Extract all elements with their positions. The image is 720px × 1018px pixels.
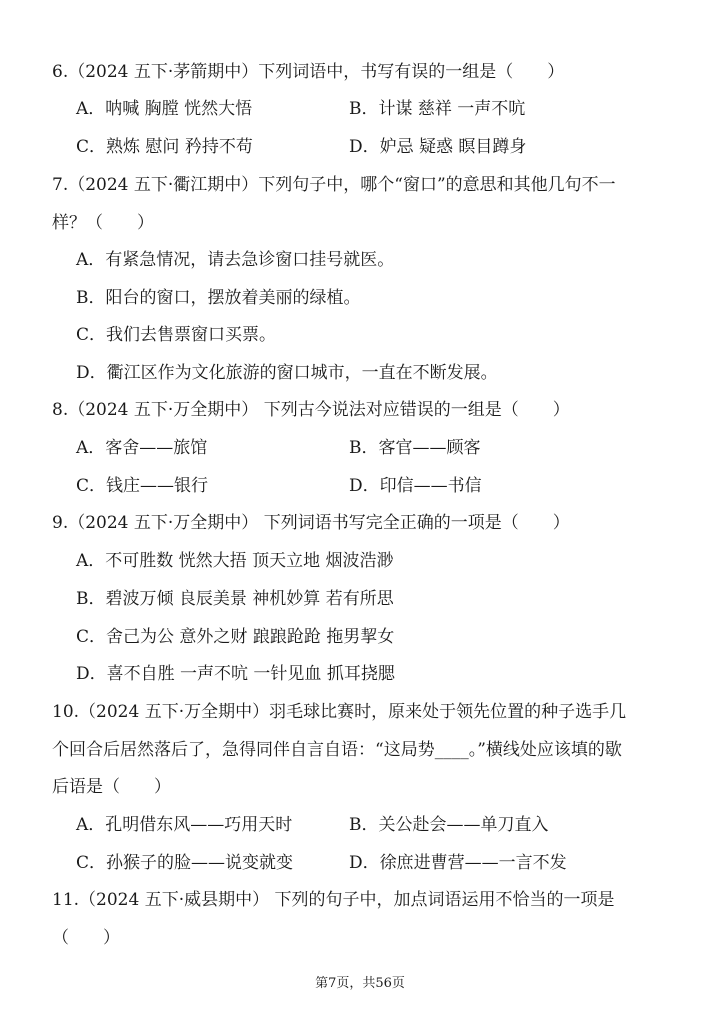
question-7-option-d: D．衢江区作为文化旅游的窗口城市，一直在不断发展。 bbox=[76, 363, 498, 383]
question-10-stem-line3: 后语是（ ） bbox=[52, 777, 171, 797]
question-10-option-a: A．孔明借东风——巧用天时 bbox=[76, 815, 293, 835]
question-10-option-c: C．孙猴子的脸——说变就变 bbox=[76, 853, 294, 873]
question-10-option-b: B．关公赴会——单刀直入 bbox=[349, 815, 549, 835]
question-6-option-a: A．呐喊 胸膛 恍然大悟 bbox=[76, 99, 253, 119]
question-7-stem-line1: 7.（2024 五下·衢江期中）下列句子中，哪个“窗口”的意思和其他几句不一 bbox=[52, 175, 616, 195]
question-8-option-a: A．客舍——旅馆 bbox=[76, 438, 208, 458]
question-6-option-b: B．计谋 慈祥 一声不吭 bbox=[349, 99, 526, 119]
question-8-option-c: C．钱庄——银行 bbox=[76, 476, 209, 496]
question-11-stem-line2: （ ） bbox=[52, 928, 120, 948]
question-6-option-d: D．妒忌 疑惑 瞑目蹲身 bbox=[349, 137, 527, 157]
question-10-stem-line2: 个回合后居然落后了，急得同伴自言自语：“这局势____。”横线处应该填的歇 bbox=[52, 740, 622, 760]
question-7-option-a: A．有紧急情况，请去急诊窗口挂号就医。 bbox=[76, 250, 395, 270]
question-10-stem-line1: 10.（2024 五下·万全期中）羽毛球比赛时，原来处于领先位置的种子选手几 bbox=[52, 702, 627, 722]
question-8-option-b: B．客官——顾客 bbox=[349, 438, 481, 458]
question-8-option-d: D．印信——书信 bbox=[349, 476, 482, 496]
question-9-option-d: D．喜不自胜 一声不吭 一针见血 抓耳挠腮 bbox=[76, 664, 395, 684]
page-number-footer: 第7页，共56页 bbox=[315, 976, 405, 991]
question-7-option-b: B．阳台的窗口，摆放着美丽的绿植。 bbox=[76, 288, 361, 308]
question-9-stem: 9.（2024 五下·万全期中） 下列词语书写完全正确的一项是（ ） bbox=[52, 513, 570, 533]
question-6-option-c: C．熟炼 慰问 矜持不苟 bbox=[76, 137, 253, 157]
question-6-stem: 6.（2024 五下·茅箭期中）下列词语中，书写有误的一组是（ ） bbox=[52, 62, 565, 82]
question-8-stem: 8.（2024 五下·万全期中） 下列古今说法对应错误的一组是（ ） bbox=[52, 400, 570, 420]
question-11-stem-line1: 11.（2024 五下·威县期中） 下列的句子中，加点词语运用不恰当的一项是 bbox=[52, 890, 615, 910]
question-7-stem-line2: 样？（ ） bbox=[52, 213, 154, 233]
question-9-option-a: A．不可胜数 恍然大捂 顶天立地 烟波浩渺 bbox=[76, 551, 394, 571]
question-9-option-c: C．舍己为公 意外之财 踉踉跄跄 拖男挈女 bbox=[76, 627, 395, 647]
question-7-option-c: C．我们去售票窗口买票。 bbox=[76, 325, 277, 345]
question-9-option-b: B．碧波万倾 良辰美景 神机妙算 若有所思 bbox=[76, 589, 394, 609]
question-10-option-d: D．徐庶进曹营——一言不发 bbox=[349, 853, 567, 873]
